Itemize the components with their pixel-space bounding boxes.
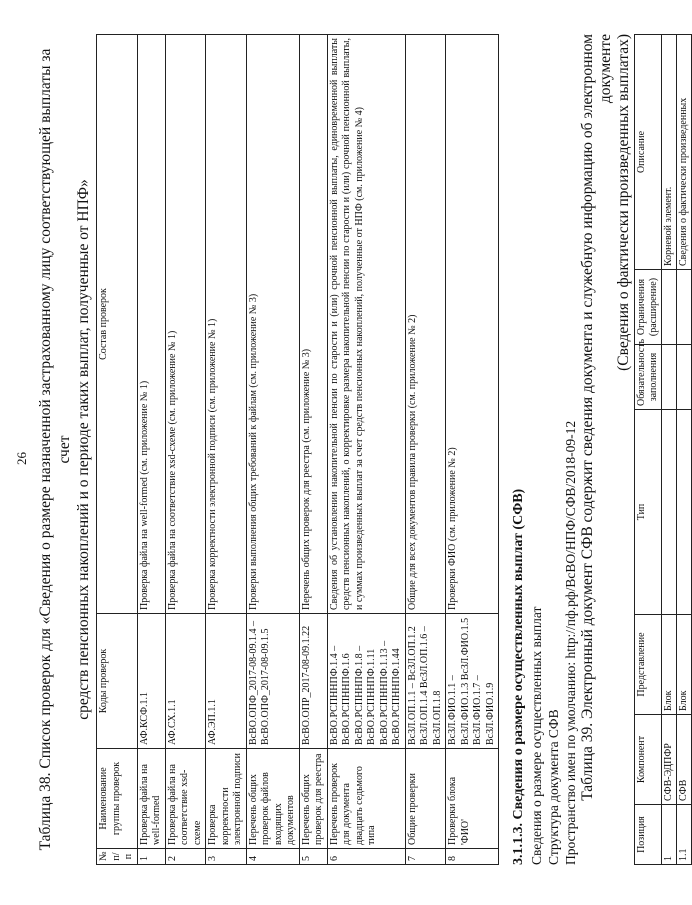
table-row [165,35,206,865]
row-group: Перечень проверок для документа двадцать седьмого типа [327,749,405,849]
table39-header-type: Тип [635,410,662,615]
table-row [206,35,247,865]
cell-limits [677,270,692,345]
table38-header-num: № п/п [97,849,138,865]
cell-position: 1.1 [677,805,692,865]
page-number: 26 [14,452,29,465]
row-content: Общие для всех документов правила проверки (см. приложение № 2) [405,35,446,614]
row-content: Сведения об установлении накопительной пенсии по старости и (или) срочной пенсионной выплаты, единовременной выплаты средств пенсионных накоплений, о корректировке размера накопительной пенсии по старости и (или) срочной пенсионной выплаты, и суммах произведенных выплат за счет средств пенсионных накоплений, полученные от НПФ (см. приложение № 4) [327,35,405,614]
row-content: Проверка файла на well-formed (см. приложение № 1) [137,35,165,614]
row-codes: АФ.СХ.1.1 [165,614,206,749]
row-num: 2 [165,849,206,865]
row-content: Проверки выполнения общих требований к файлам (см. приложение № 3) [246,35,299,614]
cell-required [677,345,692,410]
row-codes: ВсЗЛ.ФИО.1.1 – ВсЗЛ.ФИО.1.3 ВсЗЛ.ФИО.1.5 ВсЗЛ.ФИО.1.7 – ВсЗЛ.ФИО.1.9 [446,614,499,749]
row-num: 7 [405,849,446,865]
row-content: Проверка корректности электронной подписи (см. приложение № 1) [206,35,247,614]
table39-title: Таблица 39. Электронный документ СФВ содержит сведения документа и служебную информацию об электронном документе [579,34,614,801]
cell-type [677,410,692,615]
row-num: 8 [446,849,499,865]
row-group: Проверка корректности электронной подписи [206,749,247,849]
cell-required [662,345,677,410]
cell-component: СФВ [677,715,692,805]
table39-subtitle: (Сведения о фактически произведенных выплатах) [615,34,632,371]
row-codes: ВсЗЛ.ОП.1.1 – ВсЗЛ.ОП.1.2 ВсЗЛ.ОП.1.4 ВсЗЛ.ОП.1.6 – ВсЗЛ.ОП.1.8 [405,614,446,749]
cell-representation: Блок [677,615,692,715]
table38-header-group: Наименование группы проверок [97,749,138,849]
row-group: Проверка файла на соответствие xsd-схеме [165,749,206,849]
row-num: 3 [206,849,247,865]
table-row [299,35,327,865]
row-codes: ВсВО.ОПФ_2017-08-09.1.4 – ВсВО.ОПФ_2017-08-09.1.5 [246,614,299,749]
row-group: Перечень общих проверок для реестра [299,749,327,849]
table39-header-row [635,35,662,865]
row-group: Проверки блока 'ФИО' [446,749,499,849]
row-num: 6 [327,849,405,865]
table38-title-line2: средств пенсионных накоплений и о периоде таких выплат, полученные от НПФ» [75,179,92,720]
table38-header-codes: Коды проверок [97,614,138,749]
row-content: Перечень общих проверок для реестра (см. приложение № 3) [299,35,327,614]
cell-description: Корневой элемент. [662,35,677,270]
row-content: Проверки ФИО (см. приложение № 2) [446,35,499,614]
table39-header-required: Обязательность заполнения [635,345,662,410]
row-codes: ВсВО.РСПННПФ.1.4 – ВсВО.РСПННПФ.1.6 ВсВО.РСПННПФ.1.8 – ВсВО.РСПННПФ.1.11 ВсВО.РСПННПФ.1.13 – ВсВО.РСПННПФ.1.44 [327,614,405,749]
table-row [677,35,692,865]
row-num: 1 [137,849,165,865]
cell-type [662,410,677,615]
table38 [96,34,499,865]
row-group: Проверка файла на well-formed [137,749,165,849]
namespace-line: Пространство имен по умолчанию: http://пф.рф/ВсВО/НПФ/СФВ/2018-09-12 [563,420,578,865]
row-codes: АФ.ЭП.1.1 [206,614,247,749]
cell-limits [662,270,677,345]
section-heading: 3.1.1.3. Сведения о размере осуществленных выплат (СФВ) [511,488,526,865]
table-row [327,35,405,865]
row-num: 5 [299,849,327,865]
row-num: 4 [246,849,299,865]
table-row [662,35,677,865]
row-codes: ВсВО.ОПР_2017-08-09.1.22 [299,614,327,749]
table38-header-content: Состав проверок [97,35,138,614]
table-row [246,35,299,865]
table-row [446,35,499,865]
section-line-1: Сведения о размере осуществленных выплат [529,606,544,865]
table39-header-limits: Ограничения (расширение) [635,270,662,345]
row-group: Перечень общих проверок файлов входящих документов [246,749,299,849]
row-content: Проверка файла на соответствие xsd-схеме (см. приложение № 1) [165,35,206,614]
cell-representation: Блок [662,615,677,715]
table-row [137,35,165,865]
table38-header-row [97,35,138,865]
table38-title-line1: Таблица 38. Список проверок для «Сведения о размере назначенной застрахованному лицу соответствующей выплаты за счет [37,48,73,851]
table39-header-representation: Представление [635,615,662,715]
cell-description: Сведения о фактически произведенных [677,35,692,270]
table39 [634,34,692,865]
row-codes: АФ.КСФ.1.1 [137,614,165,749]
table39-header-component: Компонент [635,715,662,805]
section-line-2: Структура документа СФВ [546,709,561,865]
cell-component: СФВ-ЭДПФР [662,715,677,805]
table39-header-description: Описание [635,35,662,270]
row-group: Общие проверки [405,749,446,849]
table39-header-position: Позиция [635,805,662,865]
cell-position: 1 [662,805,677,865]
table-row [405,35,446,865]
